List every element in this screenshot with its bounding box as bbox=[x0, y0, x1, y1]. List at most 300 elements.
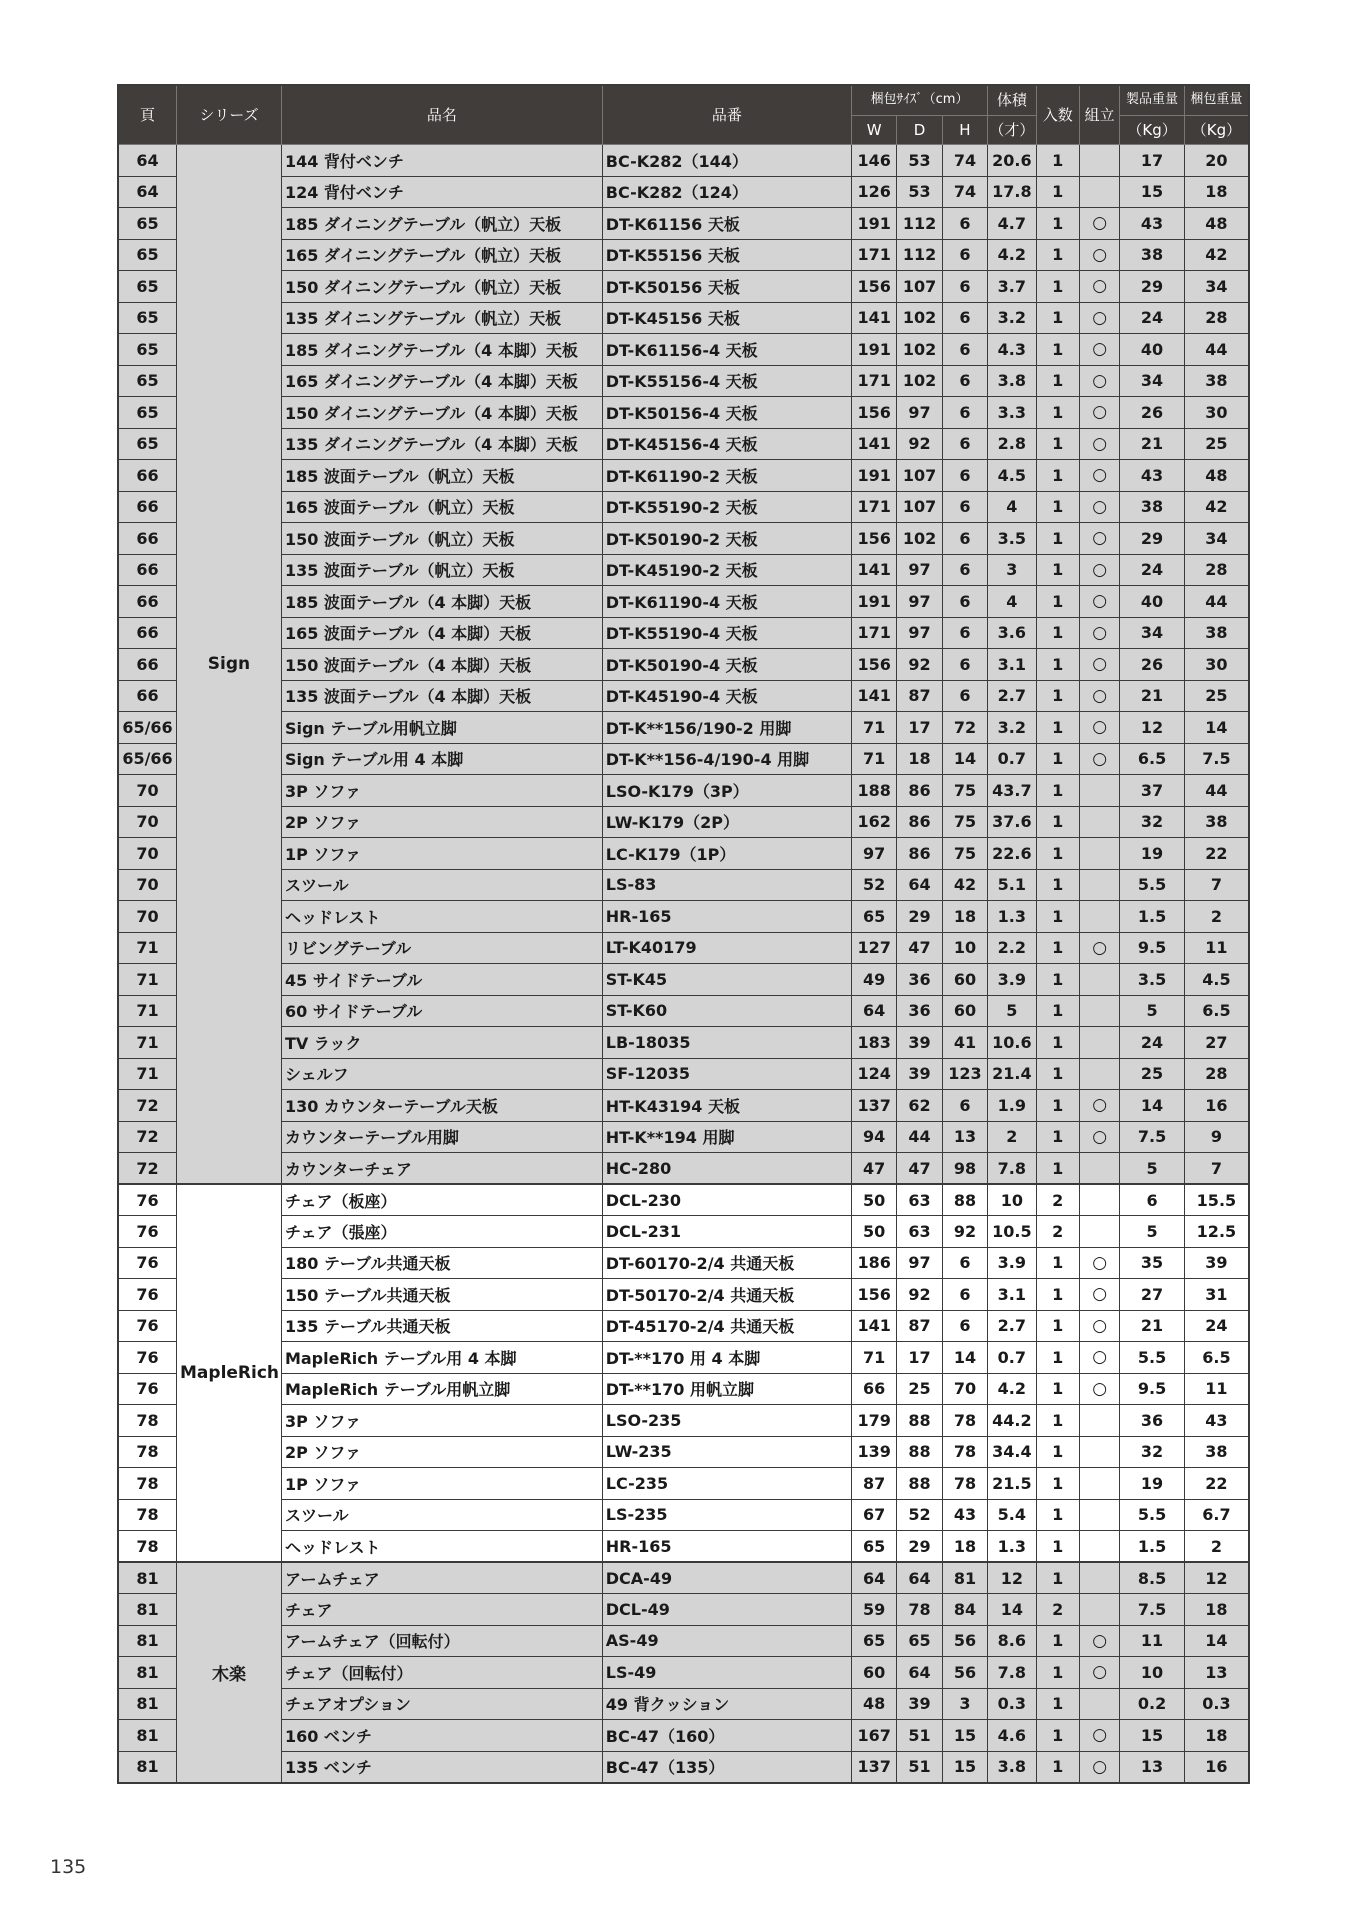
cell-product-weight: 40 bbox=[1120, 334, 1185, 366]
table-row bbox=[118, 1058, 1249, 1090]
cell-name: チェア（板座） bbox=[281, 1184, 602, 1216]
cell-h: 56 bbox=[942, 1625, 987, 1657]
cell-package-weight: 0.3 bbox=[1184, 1688, 1249, 1720]
cell-d: 97 bbox=[897, 554, 942, 586]
cell-h: 92 bbox=[942, 1216, 987, 1248]
cell-package-weight: 15.5 bbox=[1184, 1184, 1249, 1216]
table-row bbox=[118, 239, 1249, 271]
cell-name: 185 波面テーブル（4 本脚）天板 bbox=[281, 586, 602, 618]
cell-code: BC-47（135） bbox=[602, 1751, 851, 1783]
cell-h: 6 bbox=[942, 365, 987, 397]
cell-qty: 1 bbox=[1036, 901, 1079, 933]
cell-name: 135 波面テーブル（帆立）天板 bbox=[281, 554, 602, 586]
header-page: 頁 bbox=[118, 85, 177, 145]
cell-page: 81 bbox=[118, 1625, 177, 1657]
cell-h: 6 bbox=[942, 239, 987, 271]
cell-package-weight: 6.5 bbox=[1184, 995, 1249, 1027]
cell-assembly: ○ bbox=[1079, 397, 1119, 429]
cell-assembly: ○ bbox=[1079, 1342, 1119, 1374]
cell-code: LSO-235 bbox=[602, 1405, 851, 1437]
table-row bbox=[118, 586, 1249, 618]
cell-page: 66 bbox=[118, 617, 177, 649]
cell-volume: 3.9 bbox=[988, 1247, 1036, 1279]
cell-w: 71 bbox=[851, 743, 896, 775]
cell-package-weight: 11 bbox=[1184, 1373, 1249, 1405]
cell-product-weight: 1.5 bbox=[1120, 901, 1185, 933]
cell-assembly: ○ bbox=[1079, 1720, 1119, 1752]
cell-page: 65/66 bbox=[118, 712, 177, 744]
cell-package-weight: 42 bbox=[1184, 239, 1249, 271]
cell-package-weight: 48 bbox=[1184, 208, 1249, 240]
table-row bbox=[118, 554, 1249, 586]
cell-assembly bbox=[1079, 1499, 1119, 1531]
cell-h: 81 bbox=[942, 1562, 987, 1594]
cell-name: MapleRich テーブル用 4 本脚 bbox=[281, 1342, 602, 1374]
cell-volume: 0.7 bbox=[988, 743, 1036, 775]
cell-name: チェア（張座） bbox=[281, 1216, 602, 1248]
table-body bbox=[118, 145, 1249, 1783]
cell-qty: 1 bbox=[1036, 1373, 1079, 1405]
cell-volume: 4.3 bbox=[988, 334, 1036, 366]
cell-name: 135 テーブル共通天板 bbox=[281, 1310, 602, 1342]
cell-product-weight: 40 bbox=[1120, 586, 1185, 618]
cell-assembly bbox=[1079, 806, 1119, 838]
cell-qty: 1 bbox=[1036, 1279, 1079, 1311]
cell-h: 88 bbox=[942, 1184, 987, 1216]
cell-volume: 10 bbox=[988, 1184, 1036, 1216]
cell-package-weight: 42 bbox=[1184, 491, 1249, 523]
cell-name: 165 波面テーブル（4 本脚）天板 bbox=[281, 617, 602, 649]
cell-h: 74 bbox=[942, 176, 987, 208]
cell-name: Sign テーブル用 4 本脚 bbox=[281, 743, 602, 775]
cell-product-weight: 13 bbox=[1120, 1751, 1185, 1783]
cell-name: ヘッドレスト bbox=[281, 1531, 602, 1563]
cell-package-weight: 44 bbox=[1184, 334, 1249, 366]
cell-h: 10 bbox=[942, 932, 987, 964]
table-row bbox=[118, 145, 1249, 177]
cell-package-weight: 31 bbox=[1184, 1279, 1249, 1311]
cell-page: 70 bbox=[118, 775, 177, 807]
cell-code: LC-K179（1P） bbox=[602, 838, 851, 870]
cell-volume: 3 bbox=[988, 554, 1036, 586]
cell-code: DT-K61156-4 天板 bbox=[602, 334, 851, 366]
cell-qty: 1 bbox=[1036, 712, 1079, 744]
cell-code: DT-K55156 天板 bbox=[602, 239, 851, 271]
cell-w: 71 bbox=[851, 1342, 896, 1374]
cell-assembly: ○ bbox=[1079, 554, 1119, 586]
cell-h: 14 bbox=[942, 743, 987, 775]
cell-package-weight: 2 bbox=[1184, 1531, 1249, 1563]
header-package-weight-unit: （Kg） bbox=[1184, 116, 1249, 145]
cell-package-weight: 7 bbox=[1184, 1153, 1249, 1185]
cell-name: 3P ソファ bbox=[281, 775, 602, 807]
table-row bbox=[118, 1720, 1249, 1752]
cell-product-weight: 21 bbox=[1120, 428, 1185, 460]
table-row bbox=[118, 932, 1249, 964]
cell-assembly: ○ bbox=[1079, 428, 1119, 460]
cell-name: チェアオプション bbox=[281, 1688, 602, 1720]
cell-package-weight: 44 bbox=[1184, 775, 1249, 807]
cell-code: DCA-49 bbox=[602, 1562, 851, 1594]
cell-page: 76 bbox=[118, 1342, 177, 1374]
cell-w: 126 bbox=[851, 176, 896, 208]
cell-package-weight: 18 bbox=[1184, 1594, 1249, 1626]
cell-assembly: ○ bbox=[1079, 302, 1119, 334]
cell-h: 6 bbox=[942, 1310, 987, 1342]
cell-qty: 1 bbox=[1036, 302, 1079, 334]
cell-d: 97 bbox=[897, 586, 942, 618]
table-row bbox=[118, 523, 1249, 555]
cell-qty: 1 bbox=[1036, 208, 1079, 240]
cell-product-weight: 25 bbox=[1120, 1058, 1185, 1090]
cell-page: 65 bbox=[118, 271, 177, 303]
cell-page: 78 bbox=[118, 1405, 177, 1437]
cell-volume: 2 bbox=[988, 1121, 1036, 1153]
cell-page: 70 bbox=[118, 838, 177, 870]
cell-w: 59 bbox=[851, 1594, 896, 1626]
table-row bbox=[118, 1342, 1249, 1374]
cell-assembly: ○ bbox=[1079, 365, 1119, 397]
cell-d: 88 bbox=[897, 1405, 942, 1437]
cell-page: 72 bbox=[118, 1090, 177, 1122]
cell-w: 156 bbox=[851, 523, 896, 555]
cell-name: 185 ダイニングテーブル（4 本脚）天板 bbox=[281, 334, 602, 366]
cell-w: 171 bbox=[851, 365, 896, 397]
cell-w: 171 bbox=[851, 617, 896, 649]
cell-w: 183 bbox=[851, 1027, 896, 1059]
cell-product-weight: 27 bbox=[1120, 1279, 1185, 1311]
cell-assembly: ○ bbox=[1079, 1625, 1119, 1657]
cell-name: スツール bbox=[281, 1499, 602, 1531]
cell-package-weight: 18 bbox=[1184, 1720, 1249, 1752]
cell-w: 64 bbox=[851, 1562, 896, 1594]
cell-product-weight: 15 bbox=[1120, 1720, 1185, 1752]
cell-code: DT-K55190-2 天板 bbox=[602, 491, 851, 523]
cell-assembly bbox=[1079, 1058, 1119, 1090]
cell-volume: 3.5 bbox=[988, 523, 1036, 555]
cell-qty: 1 bbox=[1036, 397, 1079, 429]
table-row bbox=[118, 1090, 1249, 1122]
cell-d: 17 bbox=[897, 1342, 942, 1374]
cell-h: 18 bbox=[942, 1531, 987, 1563]
cell-name: 3P ソファ bbox=[281, 1405, 602, 1437]
cell-volume: 3.8 bbox=[988, 1751, 1036, 1783]
cell-package-weight: 28 bbox=[1184, 1058, 1249, 1090]
cell-h: 15 bbox=[942, 1751, 987, 1783]
cell-code: LC-235 bbox=[602, 1468, 851, 1500]
cell-h: 98 bbox=[942, 1153, 987, 1185]
table-row bbox=[118, 869, 1249, 901]
cell-package-weight: 11 bbox=[1184, 932, 1249, 964]
cell-volume: 3.6 bbox=[988, 617, 1036, 649]
table-row bbox=[118, 1751, 1249, 1783]
cell-assembly: ○ bbox=[1079, 932, 1119, 964]
cell-page: 70 bbox=[118, 869, 177, 901]
cell-h: 6 bbox=[942, 271, 987, 303]
cell-code: DT-50170-2/4 共通天板 bbox=[602, 1279, 851, 1311]
cell-w: 167 bbox=[851, 1720, 896, 1752]
cell-w: 50 bbox=[851, 1216, 896, 1248]
cell-package-weight: 16 bbox=[1184, 1090, 1249, 1122]
table-row bbox=[118, 743, 1249, 775]
cell-d: 107 bbox=[897, 460, 942, 492]
cell-code: HC-280 bbox=[602, 1153, 851, 1185]
cell-qty: 1 bbox=[1036, 743, 1079, 775]
cell-name: 160 ベンチ bbox=[281, 1720, 602, 1752]
cell-code: DCL-231 bbox=[602, 1216, 851, 1248]
table-row bbox=[118, 649, 1249, 681]
header-h: H bbox=[942, 116, 987, 145]
cell-qty: 1 bbox=[1036, 523, 1079, 555]
cell-assembly bbox=[1079, 176, 1119, 208]
cell-volume: 0.3 bbox=[988, 1688, 1036, 1720]
cell-code: SF-12035 bbox=[602, 1058, 851, 1090]
cell-d: 51 bbox=[897, 1751, 942, 1783]
cell-page: 66 bbox=[118, 680, 177, 712]
cell-w: 60 bbox=[851, 1657, 896, 1689]
table-row bbox=[118, 1562, 1249, 1594]
cell-code: DCL-49 bbox=[602, 1594, 851, 1626]
cell-qty: 1 bbox=[1036, 1405, 1079, 1437]
cell-product-weight: 5 bbox=[1120, 995, 1185, 1027]
cell-h: 56 bbox=[942, 1657, 987, 1689]
cell-code: BC-47（160） bbox=[602, 1720, 851, 1752]
cell-code: HT-K**194 用脚 bbox=[602, 1121, 851, 1153]
cell-d: 51 bbox=[897, 1720, 942, 1752]
cell-assembly: ○ bbox=[1079, 743, 1119, 775]
cell-qty: 1 bbox=[1036, 806, 1079, 838]
cell-d: 63 bbox=[897, 1216, 942, 1248]
cell-name: アームチェア bbox=[281, 1562, 602, 1594]
cell-qty: 1 bbox=[1036, 1751, 1079, 1783]
cell-volume: 3.3 bbox=[988, 397, 1036, 429]
cell-w: 139 bbox=[851, 1436, 896, 1468]
cell-volume: 8.6 bbox=[988, 1625, 1036, 1657]
table-row bbox=[118, 1184, 1249, 1216]
header-d: D bbox=[897, 116, 942, 145]
cell-package-weight: 2 bbox=[1184, 901, 1249, 933]
table-row bbox=[118, 271, 1249, 303]
table-row bbox=[118, 1657, 1249, 1689]
cell-w: 179 bbox=[851, 1405, 896, 1437]
cell-code: ST-K45 bbox=[602, 964, 851, 996]
cell-h: 75 bbox=[942, 775, 987, 807]
cell-w: 146 bbox=[851, 145, 896, 177]
cell-package-weight: 25 bbox=[1184, 680, 1249, 712]
cell-h: 78 bbox=[942, 1405, 987, 1437]
cell-qty: 1 bbox=[1036, 1247, 1079, 1279]
cell-package-weight: 38 bbox=[1184, 806, 1249, 838]
cell-volume: 1.3 bbox=[988, 1531, 1036, 1563]
cell-assembly: ○ bbox=[1079, 1310, 1119, 1342]
cell-package-weight: 9 bbox=[1184, 1121, 1249, 1153]
cell-code: DT-K50190-2 天板 bbox=[602, 523, 851, 555]
cell-w: 171 bbox=[851, 239, 896, 271]
cell-page: 70 bbox=[118, 901, 177, 933]
cell-h: 6 bbox=[942, 680, 987, 712]
cell-code: DT-**170 用帆立脚 bbox=[602, 1373, 851, 1405]
cell-code: DCL-230 bbox=[602, 1184, 851, 1216]
cell-code: DT-K50190-4 天板 bbox=[602, 649, 851, 681]
cell-w: 141 bbox=[851, 680, 896, 712]
table-row bbox=[118, 176, 1249, 208]
table-row bbox=[118, 1153, 1249, 1185]
cell-d: 29 bbox=[897, 1531, 942, 1563]
cell-d: 64 bbox=[897, 1562, 942, 1594]
cell-package-weight: 7 bbox=[1184, 869, 1249, 901]
cell-d: 87 bbox=[897, 680, 942, 712]
cell-package-weight: 30 bbox=[1184, 649, 1249, 681]
cell-page: 76 bbox=[118, 1310, 177, 1342]
cell-assembly bbox=[1079, 1436, 1119, 1468]
cell-product-weight: 19 bbox=[1120, 838, 1185, 870]
cell-page: 71 bbox=[118, 1027, 177, 1059]
cell-series: Sign bbox=[177, 145, 282, 1185]
cell-h: 6 bbox=[942, 617, 987, 649]
cell-assembly bbox=[1079, 1184, 1119, 1216]
cell-assembly: ○ bbox=[1079, 1751, 1119, 1783]
cell-d: 64 bbox=[897, 869, 942, 901]
table-row bbox=[118, 1121, 1249, 1153]
cell-product-weight: 35 bbox=[1120, 1247, 1185, 1279]
cell-d: 86 bbox=[897, 806, 942, 838]
cell-volume: 4 bbox=[988, 586, 1036, 618]
cell-w: 171 bbox=[851, 491, 896, 523]
cell-package-weight: 14 bbox=[1184, 712, 1249, 744]
cell-w: 156 bbox=[851, 1279, 896, 1311]
header-volume-unit: （才） bbox=[988, 116, 1036, 145]
cell-package-weight: 12.5 bbox=[1184, 1216, 1249, 1248]
table-row bbox=[118, 1688, 1249, 1720]
cell-page: 70 bbox=[118, 806, 177, 838]
cell-w: 64 bbox=[851, 995, 896, 1027]
table-row bbox=[118, 1499, 1249, 1531]
cell-h: 78 bbox=[942, 1436, 987, 1468]
cell-w: 87 bbox=[851, 1468, 896, 1500]
cell-qty: 1 bbox=[1036, 617, 1079, 649]
cell-h: 60 bbox=[942, 995, 987, 1027]
cell-name: 185 ダイニングテーブル（帆立）天板 bbox=[281, 208, 602, 240]
header-name: 品名 bbox=[281, 85, 602, 145]
cell-assembly: ○ bbox=[1079, 617, 1119, 649]
cell-w: 71 bbox=[851, 712, 896, 744]
cell-w: 97 bbox=[851, 838, 896, 870]
cell-assembly: ○ bbox=[1079, 1121, 1119, 1153]
cell-page: 65 bbox=[118, 365, 177, 397]
cell-h: 42 bbox=[942, 869, 987, 901]
cell-product-weight: 6 bbox=[1120, 1184, 1185, 1216]
cell-assembly: ○ bbox=[1079, 239, 1119, 271]
cell-package-weight: 4.5 bbox=[1184, 964, 1249, 996]
cell-volume: 17.8 bbox=[988, 176, 1036, 208]
cell-h: 6 bbox=[942, 491, 987, 523]
cell-qty: 1 bbox=[1036, 1720, 1079, 1752]
table-row bbox=[118, 617, 1249, 649]
cell-code: DT-K45190-2 天板 bbox=[602, 554, 851, 586]
cell-product-weight: 21 bbox=[1120, 680, 1185, 712]
cell-qty: 1 bbox=[1036, 1531, 1079, 1563]
cell-h: 6 bbox=[942, 302, 987, 334]
cell-code: LW-235 bbox=[602, 1436, 851, 1468]
cell-code: LS-49 bbox=[602, 1657, 851, 1689]
cell-qty: 1 bbox=[1036, 1688, 1079, 1720]
cell-page: 66 bbox=[118, 491, 177, 523]
cell-h: 6 bbox=[942, 334, 987, 366]
cell-package-weight: 22 bbox=[1184, 1468, 1249, 1500]
cell-package-weight: 7.5 bbox=[1184, 743, 1249, 775]
cell-volume: 4.7 bbox=[988, 208, 1036, 240]
cell-page: 81 bbox=[118, 1562, 177, 1594]
cell-volume: 43.7 bbox=[988, 775, 1036, 807]
cell-w: 141 bbox=[851, 554, 896, 586]
cell-volume: 4 bbox=[988, 491, 1036, 523]
cell-qty: 1 bbox=[1036, 460, 1079, 492]
cell-page: 65 bbox=[118, 397, 177, 429]
cell-d: 29 bbox=[897, 901, 942, 933]
cell-product-weight: 5 bbox=[1120, 1153, 1185, 1185]
cell-product-weight: 5.5 bbox=[1120, 869, 1185, 901]
cell-code: LS-83 bbox=[602, 869, 851, 901]
cell-package-weight: 30 bbox=[1184, 397, 1249, 429]
cell-package-weight: 39 bbox=[1184, 1247, 1249, 1279]
cell-product-weight: 12 bbox=[1120, 712, 1185, 744]
table-row bbox=[118, 680, 1249, 712]
cell-page: 76 bbox=[118, 1373, 177, 1405]
cell-w: 65 bbox=[851, 1531, 896, 1563]
cell-code: DT-K**156/190-2 用脚 bbox=[602, 712, 851, 744]
cell-page: 65 bbox=[118, 428, 177, 460]
table-row bbox=[118, 712, 1249, 744]
cell-page: 76 bbox=[118, 1247, 177, 1279]
table-row bbox=[118, 1625, 1249, 1657]
cell-qty: 1 bbox=[1036, 365, 1079, 397]
cell-code: AS-49 bbox=[602, 1625, 851, 1657]
table-row bbox=[118, 1436, 1249, 1468]
cell-h: 6 bbox=[942, 208, 987, 240]
cell-volume: 2.7 bbox=[988, 680, 1036, 712]
header-series: シリーズ bbox=[177, 85, 282, 145]
cell-package-weight: 38 bbox=[1184, 365, 1249, 397]
cell-code: BC-K282（144） bbox=[602, 145, 851, 177]
cell-w: 65 bbox=[851, 901, 896, 933]
cell-h: 13 bbox=[942, 1121, 987, 1153]
cell-h: 6 bbox=[942, 1090, 987, 1122]
cell-assembly bbox=[1079, 995, 1119, 1027]
cell-product-weight: 26 bbox=[1120, 397, 1185, 429]
header-volume: 体積 bbox=[988, 85, 1036, 116]
cell-volume: 10.5 bbox=[988, 1216, 1036, 1248]
table-row bbox=[118, 365, 1249, 397]
cell-package-weight: 28 bbox=[1184, 554, 1249, 586]
cell-d: 53 bbox=[897, 176, 942, 208]
cell-product-weight: 32 bbox=[1120, 1436, 1185, 1468]
cell-product-weight: 14 bbox=[1120, 1090, 1185, 1122]
cell-volume: 4.2 bbox=[988, 239, 1036, 271]
cell-h: 6 bbox=[942, 1279, 987, 1311]
cell-product-weight: 11 bbox=[1120, 1625, 1185, 1657]
cell-name: 150 テーブル共通天板 bbox=[281, 1279, 602, 1311]
cell-package-weight: 28 bbox=[1184, 302, 1249, 334]
cell-page: 81 bbox=[118, 1594, 177, 1626]
cell-page: 71 bbox=[118, 964, 177, 996]
cell-d: 17 bbox=[897, 712, 942, 744]
cell-page: 66 bbox=[118, 586, 177, 618]
cell-w: 156 bbox=[851, 649, 896, 681]
cell-product-weight: 5.5 bbox=[1120, 1499, 1185, 1531]
cell-w: 141 bbox=[851, 1310, 896, 1342]
spec-table bbox=[117, 84, 1250, 1784]
table-row bbox=[118, 1216, 1249, 1248]
